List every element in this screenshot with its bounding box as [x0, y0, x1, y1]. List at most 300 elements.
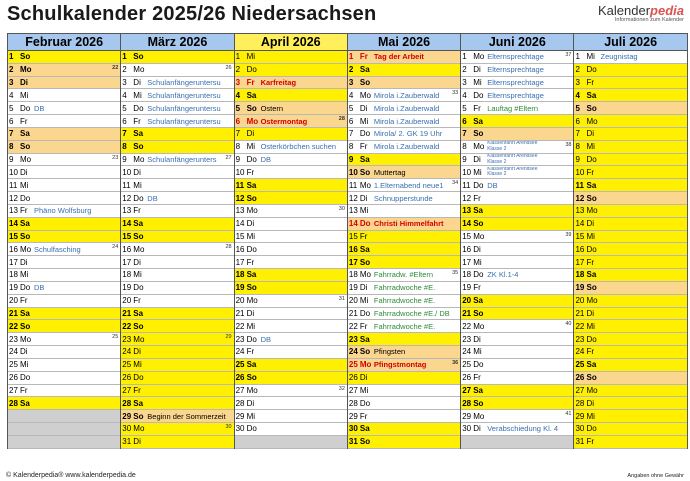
empty-cell — [461, 436, 573, 449]
day-row[interactable] — [574, 205, 686, 218]
weekday: Fr — [246, 167, 255, 177]
day-number: 31 — [122, 437, 132, 447]
day-row[interactable] — [574, 77, 686, 90]
weekday: Mo — [246, 116, 259, 126]
day-row[interactable] — [235, 179, 347, 192]
day-number: 17 — [575, 257, 585, 267]
day-number: 21 — [235, 308, 245, 318]
day-row[interactable] — [348, 179, 460, 192]
day-row[interactable] — [121, 372, 233, 385]
day-row[interactable] — [235, 231, 347, 244]
day-row[interactable] — [235, 218, 347, 231]
day-row[interactable] — [121, 102, 233, 115]
day-row[interactable] — [574, 346, 686, 359]
week-number: 24 — [112, 244, 119, 251]
weekday: Sa — [359, 155, 370, 165]
day-row[interactable] — [235, 372, 347, 385]
day-row[interactable] — [461, 179, 573, 192]
day-row[interactable] — [8, 77, 120, 90]
day-row[interactable] — [574, 359, 686, 372]
day-row[interactable] — [348, 115, 460, 128]
week-number: 22 — [112, 64, 119, 71]
day-event: Elternsprechtage — [487, 52, 544, 62]
day-number: 17 — [122, 257, 132, 267]
day-row[interactable] — [8, 295, 120, 308]
day-row[interactable] — [8, 141, 120, 154]
day-row[interactable] — [348, 295, 460, 308]
day-row[interactable] — [121, 346, 233, 359]
day-row[interactable] — [461, 64, 573, 77]
day-row[interactable] — [348, 256, 460, 269]
day-number: 12 — [9, 193, 18, 203]
day-row[interactable] — [8, 333, 120, 346]
day-row[interactable] — [121, 89, 233, 102]
day-row[interactable] — [574, 128, 686, 141]
weekday: Sa — [359, 334, 370, 344]
day-row[interactable] — [8, 243, 120, 256]
day-row[interactable] — [461, 346, 573, 359]
day-row[interactable] — [121, 205, 233, 218]
day-number: 5 — [348, 103, 354, 113]
day-row[interactable] — [574, 64, 686, 77]
day-row[interactable] — [8, 102, 120, 115]
day-number: 28 — [122, 398, 132, 408]
day-row[interactable] — [348, 320, 460, 333]
day-row[interactable] — [348, 333, 460, 346]
day-row[interactable] — [348, 89, 460, 102]
day-row[interactable] — [461, 282, 573, 295]
day-row[interactable] — [121, 333, 233, 346]
month-column — [121, 33, 234, 449]
day-row[interactable] — [461, 308, 573, 321]
day-number: 13 — [9, 206, 18, 216]
weekday: So — [359, 257, 371, 267]
day-row[interactable] — [8, 269, 120, 282]
day-row[interactable] — [348, 410, 460, 423]
day-row[interactable] — [121, 64, 233, 77]
week-number: 36 — [452, 359, 459, 366]
empty-cell — [8, 436, 120, 449]
weekday: Sa — [20, 219, 30, 229]
day-number: 23 — [235, 334, 245, 344]
day-row[interactable] — [121, 308, 233, 321]
weekday: Fr — [20, 116, 28, 126]
day-row[interactable] — [574, 269, 686, 282]
day-row[interactable] — [461, 269, 573, 282]
day-row[interactable] — [461, 295, 573, 308]
day-row[interactable] — [461, 410, 573, 423]
day-row[interactable] — [235, 333, 347, 346]
month-column — [348, 33, 461, 449]
day-row[interactable] — [235, 64, 347, 77]
day-row[interactable] — [461, 89, 573, 102]
day-row[interactable] — [8, 218, 120, 231]
day-row[interactable] — [8, 231, 120, 244]
day-row[interactable] — [461, 102, 573, 115]
day-number: 7 — [122, 129, 127, 139]
day-row[interactable] — [574, 423, 686, 436]
day-number: 7 — [235, 129, 241, 139]
day-row[interactable] — [461, 205, 573, 218]
day-row[interactable] — [348, 51, 460, 64]
week-number: 37 — [565, 52, 572, 58]
day-row[interactable] — [348, 77, 460, 90]
day-row[interactable] — [121, 166, 233, 179]
weekday: Do — [586, 65, 597, 75]
day-number: 22 — [462, 321, 472, 331]
weekday: Mi — [246, 232, 256, 241]
day-row[interactable] — [8, 166, 120, 179]
day-row[interactable] — [235, 385, 347, 398]
day-row[interactable] — [121, 385, 233, 398]
day-row[interactable] — [461, 320, 573, 333]
weekday: Di — [473, 334, 481, 344]
day-event: Mirola i.Zauberwald — [373, 142, 440, 152]
day-number: 20 — [122, 296, 132, 306]
day-row[interactable] — [574, 154, 686, 167]
day-row[interactable] — [461, 256, 573, 269]
day-row[interactable] — [348, 141, 460, 154]
day-row[interactable] — [121, 77, 233, 90]
day-number: 23 — [348, 334, 358, 344]
day-number: 27 — [575, 385, 585, 395]
day-row[interactable] — [121, 51, 233, 64]
day-row[interactable] — [574, 218, 686, 231]
day-row[interactable] — [121, 269, 233, 282]
weekday: Di — [473, 244, 481, 254]
day-row[interactable] — [235, 141, 347, 154]
day-row[interactable] — [574, 243, 686, 256]
weekday: Do — [246, 424, 257, 434]
day-row[interactable] — [574, 333, 686, 346]
day-row[interactable] — [8, 89, 120, 102]
day-event: Ostern — [260, 103, 284, 113]
day-row[interactable] — [235, 166, 347, 179]
day-row[interactable] — [461, 423, 573, 436]
day-row[interactable] — [235, 346, 347, 359]
month-header: März 2026 — [121, 33, 233, 51]
day-number: 14 — [462, 219, 472, 229]
day-row[interactable] — [121, 115, 233, 128]
day-row[interactable] — [574, 192, 686, 205]
day-number: 16 — [575, 244, 585, 254]
day-row[interactable] — [8, 128, 120, 141]
day-row[interactable] — [121, 436, 233, 449]
day-row[interactable] — [348, 269, 460, 282]
day-row[interactable] — [121, 282, 233, 295]
day-row[interactable] — [461, 333, 573, 346]
day-number: 22 — [9, 321, 18, 331]
day-row[interactable] — [235, 205, 347, 218]
day-row[interactable] — [574, 282, 686, 295]
day-number: 3 — [235, 78, 241, 88]
day-row[interactable] — [348, 372, 460, 385]
day-row[interactable] — [8, 320, 120, 333]
day-row[interactable] — [348, 308, 460, 321]
brand-logo[interactable] — [598, 3, 684, 23]
day-row[interactable] — [574, 51, 686, 64]
day-row[interactable] — [461, 51, 573, 64]
day-row[interactable] — [461, 231, 573, 244]
day-event: Phäno Wolfsburg — [34, 206, 92, 216]
day-number: 16 — [462, 244, 472, 254]
day-row[interactable] — [461, 166, 573, 179]
weekday: Di — [586, 129, 595, 139]
day-row[interactable] — [348, 436, 460, 449]
weekday: Sa — [20, 398, 30, 408]
day-row[interactable] — [8, 372, 120, 385]
day-row[interactable] — [235, 282, 347, 295]
day-row[interactable] — [8, 346, 120, 359]
day-row[interactable] — [461, 397, 573, 410]
day-event: Schulanfängerunters — [147, 155, 217, 165]
day-number: 13 — [235, 206, 245, 216]
day-number: 28 — [462, 398, 472, 408]
day-row[interactable] — [235, 359, 347, 372]
day-row[interactable] — [574, 397, 686, 410]
day-row[interactable] — [8, 205, 120, 218]
month-header: April 2026 — [235, 33, 347, 51]
weekday: Mi — [359, 385, 369, 395]
day-row[interactable] — [8, 385, 120, 398]
day-row[interactable] — [121, 231, 233, 244]
brand-tagline: Informationen zum Kalender — [614, 17, 684, 23]
day-row[interactable] — [121, 128, 233, 141]
week-number: 38 — [565, 141, 572, 148]
day-number: 10 — [462, 167, 472, 177]
day-row[interactable] — [235, 77, 347, 90]
day-row[interactable] — [348, 385, 460, 398]
day-row[interactable] — [8, 154, 120, 167]
week-number: 25 — [112, 334, 119, 341]
day-row[interactable] — [348, 205, 460, 218]
day-number: 30 — [235, 424, 245, 434]
day-number: 1 — [348, 52, 354, 62]
weekday: Di — [246, 219, 255, 229]
day-row[interactable] — [235, 256, 347, 269]
day-row[interactable] — [348, 397, 460, 410]
day-row[interactable] — [574, 89, 686, 102]
day-row[interactable] — [574, 372, 686, 385]
day-row[interactable] — [574, 308, 686, 321]
day-number: 1 — [462, 52, 467, 62]
day-row[interactable] — [235, 269, 347, 282]
day-row[interactable] — [121, 397, 233, 410]
day-number: 13 — [348, 206, 358, 216]
day-row[interactable] — [574, 385, 686, 398]
day-row[interactable] — [235, 192, 347, 205]
day-event: Lauftag #Eltern — [487, 103, 539, 113]
day-row[interactable] — [121, 154, 233, 167]
calendar-grid — [7, 33, 688, 449]
weekday: Sa — [586, 360, 597, 370]
day-number: 18 — [348, 270, 358, 280]
day-row[interactable] — [121, 256, 233, 269]
weekday: Mo — [133, 65, 145, 75]
day-row[interactable] — [574, 231, 686, 244]
day-row[interactable] — [461, 218, 573, 231]
weekday: Mo — [473, 232, 485, 241]
weekday: Di — [133, 167, 141, 177]
day-row[interactable] — [121, 192, 233, 205]
day-row[interactable] — [574, 102, 686, 115]
weekday: Do — [20, 103, 31, 113]
weekday: Sa — [473, 206, 483, 216]
empty-cell — [8, 423, 120, 436]
day-row[interactable] — [348, 166, 460, 179]
day-number: 22 — [348, 321, 358, 331]
day-event: Mirola i.Zauberwald — [373, 116, 440, 126]
day-row[interactable] — [235, 102, 347, 115]
day-row[interactable] — [8, 64, 120, 77]
weekday: Fr — [133, 385, 141, 395]
day-row[interactable] — [235, 295, 347, 308]
day-row[interactable] — [121, 359, 233, 372]
weekday: Fr — [586, 257, 595, 267]
day-row[interactable] — [8, 282, 120, 295]
day-row[interactable] — [121, 141, 233, 154]
weekday: So — [133, 142, 144, 152]
day-row[interactable] — [461, 141, 573, 154]
day-row[interactable] — [235, 243, 347, 256]
day-row[interactable] — [235, 154, 347, 167]
day-row[interactable] — [348, 128, 460, 141]
day-row[interactable] — [8, 51, 120, 64]
day-number: 7 — [462, 129, 467, 139]
day-row[interactable] — [121, 243, 233, 256]
day-row[interactable] — [121, 179, 233, 192]
day-row[interactable] — [235, 397, 347, 410]
day-row[interactable] — [235, 115, 347, 128]
day-row[interactable] — [235, 410, 347, 423]
day-row[interactable] — [461, 243, 573, 256]
day-row[interactable] — [121, 410, 233, 423]
day-number: 24 — [122, 347, 132, 357]
day-row[interactable] — [235, 320, 347, 333]
day-row[interactable] — [574, 256, 686, 269]
day-row[interactable] — [235, 128, 347, 141]
day-number: 27 — [235, 385, 245, 395]
day-number: 14 — [122, 219, 132, 229]
day-row[interactable] — [348, 243, 460, 256]
day-row[interactable] — [8, 256, 120, 269]
weekday: So — [359, 167, 371, 177]
day-row[interactable] — [461, 359, 573, 372]
day-row[interactable] — [348, 102, 460, 115]
day-row[interactable] — [348, 231, 460, 244]
day-row[interactable] — [8, 179, 120, 192]
day-number: 23 — [9, 334, 18, 344]
weekday: Sa — [246, 270, 257, 280]
day-row[interactable] — [461, 115, 573, 128]
day-row[interactable] — [121, 423, 233, 436]
day-row[interactable] — [574, 320, 686, 333]
day-number: 23 — [462, 334, 472, 344]
day-row[interactable] — [121, 320, 233, 333]
day-number: 27 — [122, 385, 132, 395]
day-number: 6 — [122, 116, 127, 126]
day-number: 26 — [9, 373, 18, 383]
weekday: Di — [246, 398, 255, 408]
day-row[interactable] — [461, 192, 573, 205]
weekday: Fr — [359, 52, 368, 62]
day-row[interactable] — [348, 346, 460, 359]
day-row[interactable] — [348, 154, 460, 167]
day-row[interactable] — [8, 115, 120, 128]
brand-name — [598, 3, 684, 18]
day-row[interactable] — [8, 359, 120, 372]
day-row[interactable] — [574, 179, 686, 192]
day-row[interactable] — [461, 128, 573, 141]
weekday: Do — [359, 398, 371, 408]
day-row[interactable] — [574, 141, 686, 154]
day-row[interactable] — [461, 77, 573, 90]
weekday: Mi — [359, 206, 369, 216]
weekday: Sa — [133, 129, 144, 139]
day-number: 12 — [575, 193, 585, 203]
day-row[interactable] — [235, 308, 347, 321]
day-row[interactable] — [574, 166, 686, 179]
weekday: Mi — [586, 142, 595, 152]
day-number: 30 — [575, 424, 585, 434]
day-row[interactable] — [461, 372, 573, 385]
day-row[interactable] — [348, 218, 460, 231]
day-row[interactable] — [348, 282, 460, 295]
weekday: Mo — [473, 142, 485, 152]
day-row[interactable] — [574, 410, 686, 423]
day-row[interactable] — [461, 385, 573, 398]
day-number: 20 — [462, 296, 472, 306]
weekday: So — [20, 142, 31, 152]
day-row[interactable] — [121, 218, 233, 231]
day-row[interactable] — [121, 295, 233, 308]
day-row[interactable] — [8, 397, 120, 410]
day-number: 29 — [575, 411, 585, 421]
weekday: Di — [586, 308, 595, 318]
day-number: 14 — [575, 219, 585, 229]
day-number: 1 — [575, 52, 580, 62]
day-row[interactable] — [8, 308, 120, 321]
day-number: 14 — [235, 219, 245, 229]
day-number: 8 — [9, 142, 14, 152]
day-row[interactable] — [348, 423, 460, 436]
day-number: 21 — [348, 308, 358, 318]
day-row[interactable] — [235, 423, 347, 436]
day-number: 3 — [575, 78, 580, 88]
day-row[interactable] — [574, 295, 686, 308]
day-event: Mirola/ 2. GK 19 Uhr — [373, 129, 443, 139]
day-number: 20 — [575, 296, 585, 306]
day-number: 18 — [235, 270, 245, 280]
footer-disclaimer: Angaben ohne Gewähr — [627, 473, 684, 479]
day-row[interactable] — [461, 154, 573, 167]
weekday: Fr — [133, 206, 141, 216]
day-row[interactable] — [348, 64, 460, 77]
day-number: 19 — [122, 283, 132, 293]
day-row[interactable] — [574, 436, 686, 449]
day-row[interactable] — [235, 89, 347, 102]
day-row[interactable] — [348, 192, 460, 205]
weekday: Sa — [359, 65, 370, 75]
day-number: 10 — [235, 167, 245, 177]
day-row[interactable] — [235, 51, 347, 64]
day-number: 8 — [122, 142, 127, 152]
brand-name-part: Kalender — [597, 3, 651, 18]
day-row[interactable] — [574, 115, 686, 128]
day-row[interactable] — [8, 192, 120, 205]
weekday: Mi — [473, 78, 482, 88]
day-row[interactable] — [348, 359, 460, 372]
